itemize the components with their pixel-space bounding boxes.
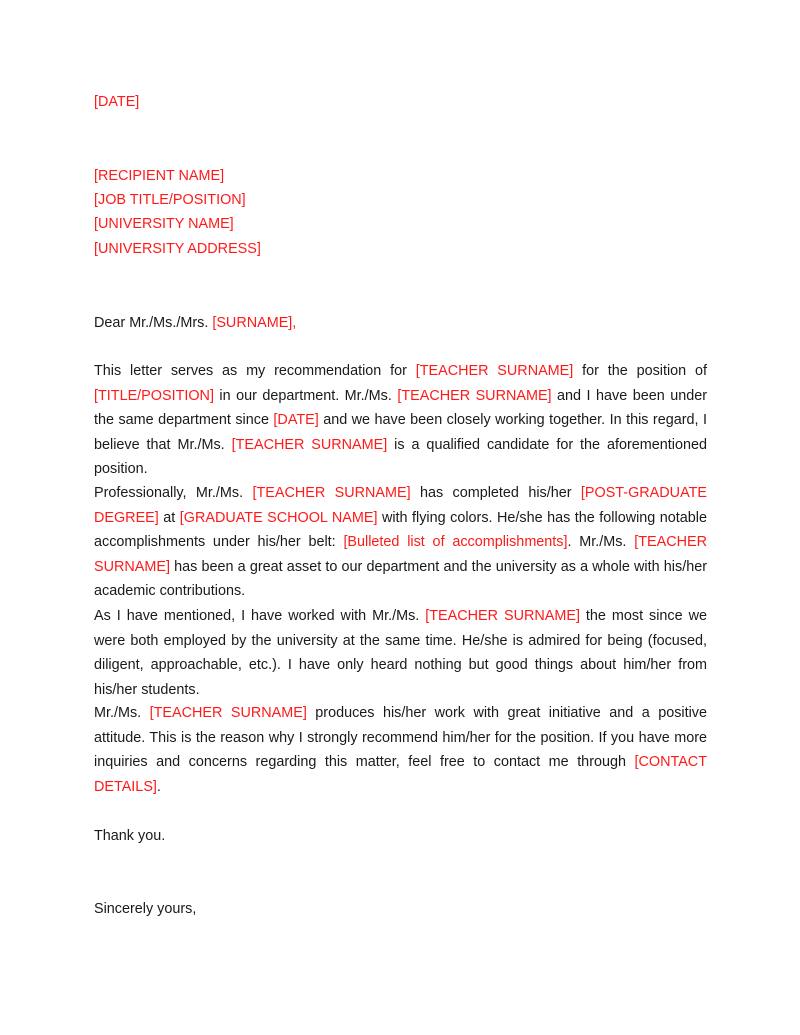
date-placeholder-inline: [DATE]: [273, 412, 319, 428]
p4-text-2: produces his/her work with great initiative and a positive attitude. This is the reason why I strongly recommend him/her for the position. If you have more inquiries and concerns regarding this matter, feel free to contact me through: [94, 705, 707, 770]
recipient-name-placeholder: [RECIPIENT NAME]: [94, 168, 225, 184]
p3-text-2: the most since we were both employed by the university at the same time. He/she is admired for being (focused, diligent, approachable, etc.). I have only heard nothing but good things about him/her from his/her students.: [94, 608, 707, 698]
sign-off: Sincerely yours,: [94, 901, 197, 917]
teacher-surname-placeholder: [TEACHER SURNAME]: [397, 387, 552, 404]
university-name-placeholder: [UNIVERSITY NAME]: [94, 216, 234, 232]
teacher-surname-placeholder: [TEACHER SURNAME]: [252, 485, 411, 501]
p4-text-3: .: [156, 778, 161, 795]
p1-text-4: and I have been under the same department since: [94, 387, 708, 428]
p2-text-1: Professionally, Mr./Ms.: [94, 485, 253, 501]
surname-placeholder: [SURNAME],: [212, 315, 297, 331]
title-position-placeholder: [TITLE/POSITION]: [94, 387, 214, 404]
contact-details-placeholder: [CONTACT DETAILS]: [94, 754, 707, 795]
teacher-surname-placeholder: [TEACHER SURNAME]: [425, 608, 580, 624]
teacher-surname-placeholder: [TEACHER SURNAME]: [94, 534, 707, 575]
university-address-placeholder: [UNIVERSITY ADDRESS]: [94, 241, 261, 257]
salutation-prefix: Dear Mr./Ms./Mrs.: [94, 315, 213, 331]
p4-text-1: Mr./Ms.: [94, 705, 150, 721]
p1-text-6: is a qualified candidate for the aforementioned position.: [94, 436, 707, 477]
paragraph-initiative: [94, 701, 707, 799]
p1-text-3: in our department. Mr./Ms.: [213, 387, 398, 404]
p1-text-5: and we have been closely working together. In this regard, I believe that Mr./Ms.: [94, 412, 707, 453]
paragraph-mentioned: [94, 604, 707, 702]
p2-text-2: has completed his/her: [410, 485, 581, 501]
accomplishments-placeholder: [Bulleted list of accomplishments]: [343, 534, 568, 550]
paragraph-professional: [94, 481, 707, 604]
p2-text-6: has been a great asset to our department and the university as a whole with his/her academic contributions.: [94, 558, 707, 599]
letter-page: [94, 0, 707, 1035]
teacher-surname-placeholder: [TEACHER SURNAME]: [231, 436, 388, 453]
job-title-placeholder: [JOB TITLE/POSITION]: [94, 192, 246, 208]
teacher-surname-placeholder: [TEACHER SURNAME]: [149, 705, 307, 721]
school-placeholder: [GRADUATE SCHOOL NAME]: [179, 509, 378, 526]
p2-text-5: . Mr./Ms.: [567, 534, 635, 550]
thank-you: Thank you.: [94, 828, 166, 844]
p2-text-4: with flying colors. He/she has the following notable accomplishments under his/her belt:: [94, 509, 707, 550]
paragraph-recommendation: [94, 359, 707, 482]
teacher-surname-placeholder: [TEACHER SURNAME]: [415, 363, 574, 379]
p3-text-1: As I have mentioned, I have worked with Mr./Ms.: [94, 608, 426, 624]
p2-text-3: at: [158, 509, 180, 526]
degree-placeholder: [POST-GRADUATE DEGREE]: [94, 485, 707, 526]
p1-text-1: This letter serves as my recommendation for: [94, 363, 416, 379]
salutation: [94, 313, 296, 333]
date-placeholder: [DATE]: [94, 94, 140, 110]
p1-text-2: for the position of: [573, 363, 707, 379]
